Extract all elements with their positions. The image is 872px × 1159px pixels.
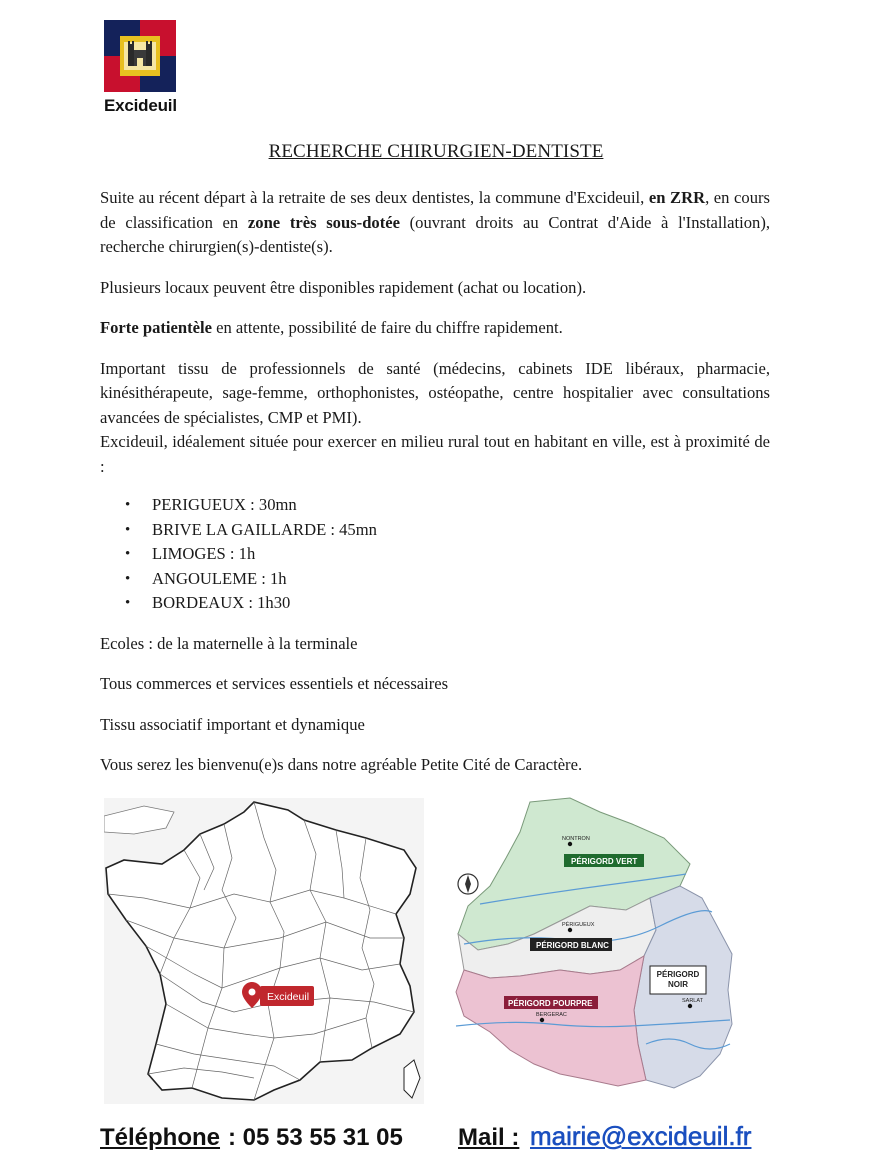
list-item: • LIMOGES : 1h [152, 542, 770, 567]
phone-number[interactable]: : 05 53 55 31 05 [228, 1124, 403, 1151]
zone-label-blanc: PÉRIGORD BLANC [536, 941, 609, 950]
town-label-north: NONTRON [562, 836, 590, 842]
phone-label: Téléphone [100, 1124, 221, 1151]
list-item: • BORDEAUX : 1h30 [152, 591, 770, 616]
town-label-southeast: SARLAT [682, 998, 703, 1004]
town-label-center: PÉRIGUEUX [562, 922, 595, 928]
zone-label-noir: PÉRIGORD NOIR [656, 970, 700, 989]
town-label-southwest: BERGERAC [536, 1012, 567, 1018]
mail-label: Mail : [458, 1124, 520, 1151]
dordogne-map [450, 794, 750, 1094]
coat-of-arms-icon [104, 20, 176, 92]
email-link[interactable]: mairie@excideuil.fr [530, 1121, 752, 1151]
zone-label-vert: PÉRIGORD VERT [571, 857, 638, 866]
welcome-paragraph: Vous serez les bienvenu(e)s dans notre agréable Petite Cité de Caractère. [100, 755, 583, 774]
health-network-paragraph: Important tissu de professionnels de santé (médecins, cabinets IDE libéraux, pharmacie, kinésithérapeute, sage-femme, orthophonistes, ostéopathe, centre hospitalier avec consultations avancées de spécialistes, CMP et PMI). [100, 358, 770, 427]
page-title: RECHERCHE CHIRURGIEN-DENTISTE [268, 141, 604, 162]
intro-bold-zrr: en ZRR [648, 188, 706, 207]
premises-paragraph: Plusieurs locaux peuvent être disponibles rapidement (achat ou location). [100, 277, 587, 297]
intro-text: Suite au récent départ à la retraite de ses deux dentistes, la commune d'Excideuil, [100, 188, 649, 207]
excideuil-marker-label: Excideuil [267, 991, 310, 1003]
intro-bold-zone: zone très sous-dotée [247, 212, 400, 232]
associations-paragraph: Tissu associatif important et dynamique [100, 714, 365, 734]
compass-icon [458, 874, 478, 894]
list-item: • BRIVE LA GAILLARDE : 45mn [152, 518, 770, 543]
shops-paragraph: Tous commerces et services essentiels et nécessaires [100, 674, 449, 693]
intro-text: (ouvrant droits au Contrat d'Aide à l'Installation), recherche chirurgien(s)-dentiste(s). [100, 212, 770, 256]
france-map [104, 798, 424, 1104]
patients-bold: Forte patientèle [100, 318, 212, 337]
distance-list [100, 493, 770, 616]
patients-text: en attente, possibilité de faire du chiffre rapidement. [211, 318, 563, 337]
list-item: • PERIGUEUX : 30mn [152, 493, 770, 518]
intro-paragraph [100, 186, 770, 260]
town-logo [104, 20, 176, 116]
contact-footer [0, 1121, 872, 1157]
intro-text: , en cours de classification en [100, 188, 770, 232]
announcement-body [100, 186, 770, 778]
patients-paragraph [100, 316, 770, 341]
zone-label-pourpre: PÉRIGORD POURPRE [508, 999, 593, 1008]
schools-paragraph: Ecoles : de la maternelle à la terminale [100, 633, 358, 653]
location-paragraph: Excideuil, idéalement située pour exercer en milieu rural tout en habitant en ville, est à proximité de : [100, 432, 770, 476]
logo-name: Excideuil [104, 96, 177, 115]
list-item: • ANGOULEME : 1h [152, 567, 770, 592]
